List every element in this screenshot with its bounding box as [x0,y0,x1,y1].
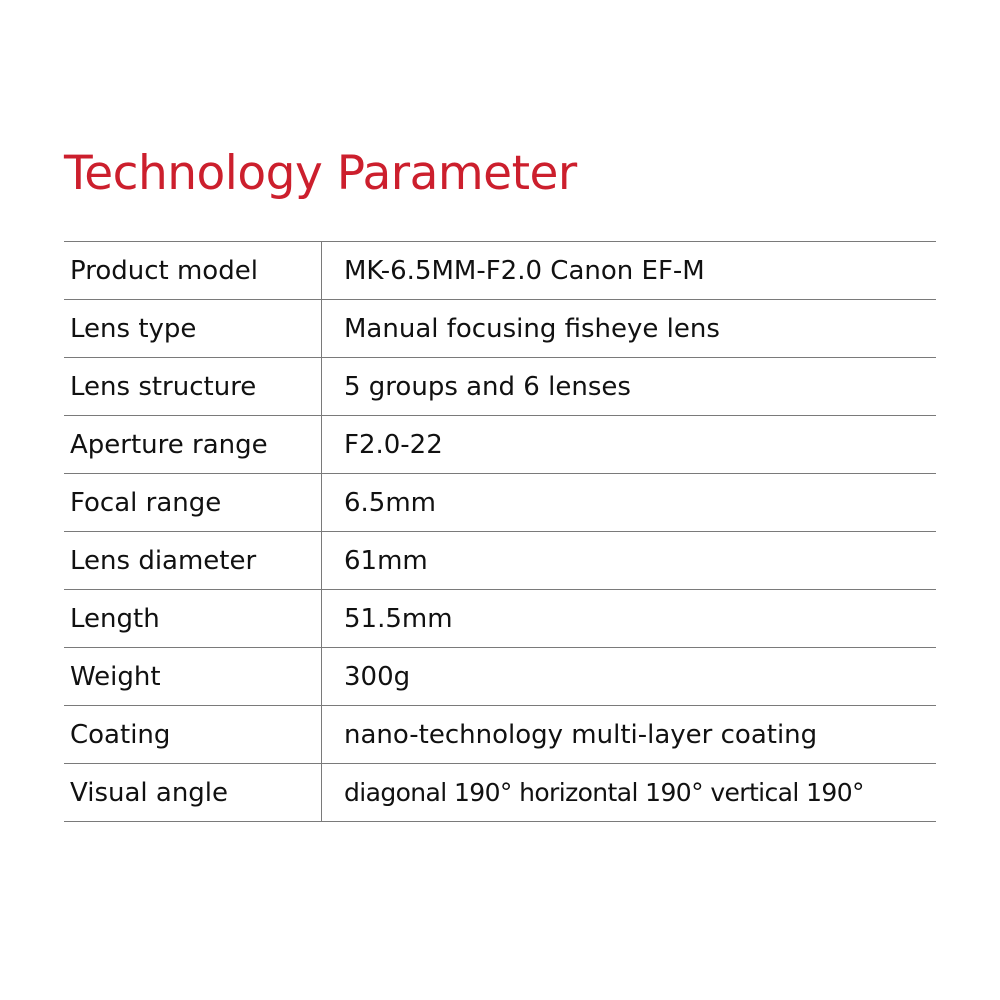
param-value-product-model: MK-6.5MM-F2.0 Canon EF-M [344,255,705,286]
table-row [64,300,936,358]
param-label-lens-type: Lens type [64,300,322,357]
page-title: Technology Parameter [64,146,577,201]
table-row [64,590,936,648]
param-label-weight: Weight [64,648,322,705]
table-row [64,358,936,416]
param-value-lens-diameter: 61mm [344,545,428,576]
parameter-table [64,241,936,822]
param-label-coating: Coating [64,706,322,763]
param-label-lens-diameter: Lens diameter [64,532,322,589]
param-label-aperture-range: Aperture range [64,416,322,473]
param-label-product-model: Product model [64,242,322,299]
param-value-length: 51.5mm [344,603,453,634]
table-row [64,242,936,300]
table-row [64,474,936,532]
param-value-weight: 300g [344,661,411,692]
param-value-aperture-range: F2.0-22 [344,429,443,460]
param-value-focal-range: 6.5mm [344,487,437,518]
table-row [64,706,936,764]
table-row [64,532,936,590]
param-value-lens-structure: 5 groups and 6 lenses [344,371,631,402]
table-row [64,416,936,474]
table-row [64,648,936,706]
param-value-visual-angle: diagonal 190° horizontal 190° vertical 190° [344,778,864,807]
param-label-lens-structure: Lens structure [64,358,322,415]
param-label-visual-angle: Visual angle [64,764,322,821]
param-label-focal-range: Focal range [64,474,322,531]
param-value-lens-type: Manual focusing fisheye lens [344,313,720,344]
table-row [64,764,936,822]
param-label-length: Length [64,590,322,647]
param-value-coating: nano-technology multi-layer coating [344,719,818,750]
